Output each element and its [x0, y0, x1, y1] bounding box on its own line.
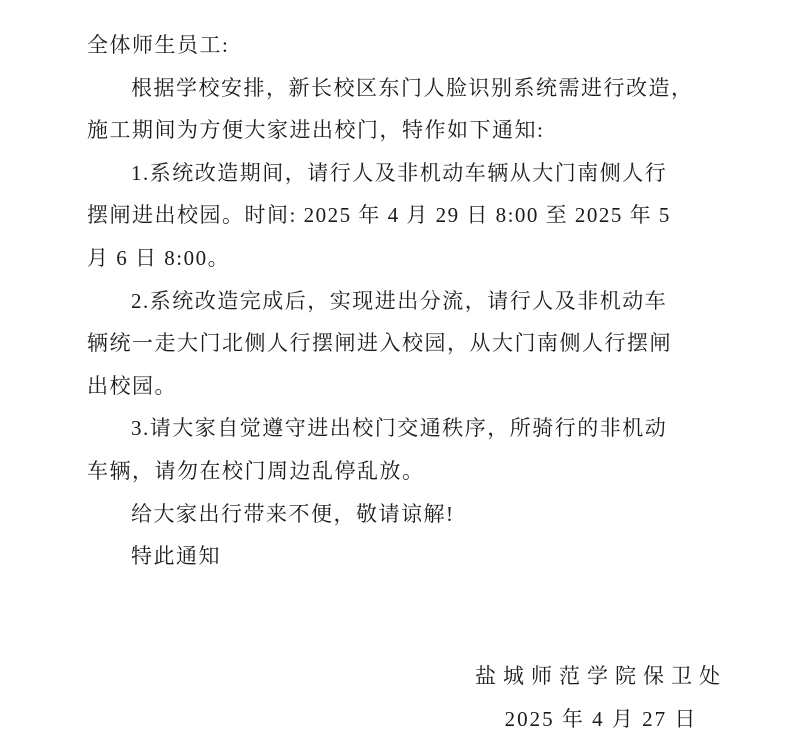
item1-line: 摆闸进出校园。时间: 2025 年 4 月 29 日 8:00 至 2025 年 5 — [87, 203, 671, 228]
item2-line: 出校园。 — [87, 373, 177, 398]
intro-line: 施工期间为方便大家进出校门，特作如下通知: — [87, 118, 545, 143]
apology-line: 给大家出行带来不便，敬请谅解! — [131, 501, 455, 526]
intro-line: 根据学校安排，新长校区东门人脸识别系统需进行改造， — [131, 75, 694, 100]
item1-line: 月 6 日 8:00。 — [87, 245, 231, 270]
signature-date: 2025 年 4 月 27 日 — [504, 706, 698, 731]
signature-block — [475, 655, 727, 740]
signature-name: 盐城师范学院保卫处 — [475, 664, 727, 688]
notice-body — [87, 24, 733, 578]
item2-line: 2.系统改造完成后，实现进出分流，请行人及非机动车 — [131, 288, 668, 313]
item2-line: 辆统一走大门北侧人行摆闸进入校园，从大门南侧人行摆闸 — [87, 331, 672, 356]
closing-line: 特此通知 — [131, 544, 221, 569]
salutation-line: 全体师生员工: — [87, 33, 230, 57]
item3-line: 3.请大家自觉遵守进出校门交通秩序，所骑行的非机动 — [131, 416, 668, 441]
item3-line: 车辆，请勿在校门周边乱停乱放。 — [87, 458, 425, 483]
item1-line: 1.系统改造期间，请行人及非机动车辆从大门南侧人行 — [131, 160, 668, 185]
